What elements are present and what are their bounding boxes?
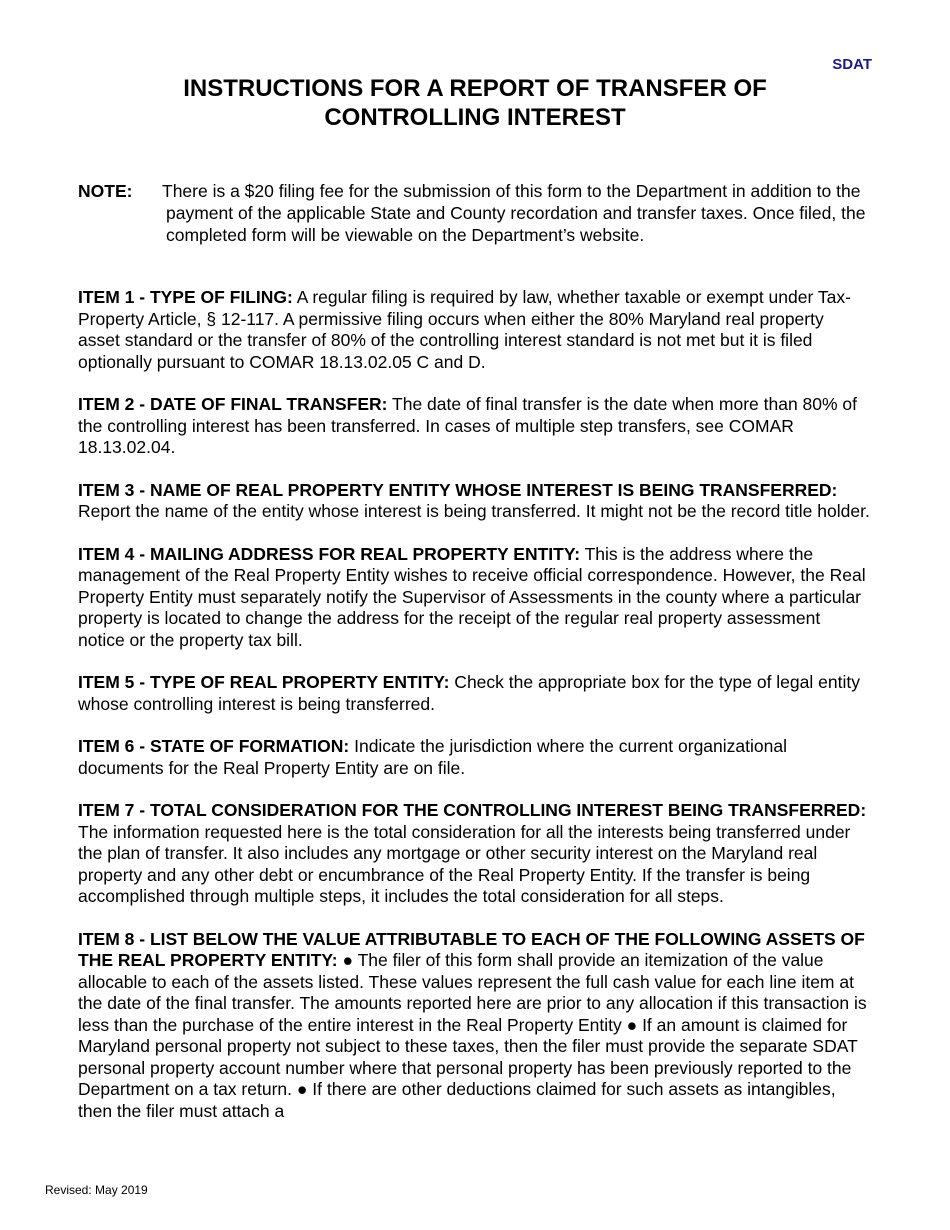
- item-3: [78, 480, 870, 523]
- item-5: [78, 672, 870, 715]
- item-1-heading: ITEM 1 - TYPE OF FILING:: [78, 287, 293, 307]
- note-text: There is a $20 filing fee for the submission of this form to the Department in addition to the payment of the applicable State and County recordation and transfer taxes. Once filed, the completed form will be viewable on the Department’s website.: [162, 181, 866, 245]
- item-4: [78, 544, 870, 652]
- item-5-text: Check the appropriate box for the type of legal entity whose controlling interest is being transferred.: [78, 672, 860, 714]
- item-1-text: A regular filing is required by law, whether taxable or exempt under Tax-Property Article, § 12-117. A permissive filing occurs when either the 80% Maryland real property asset standard or the transfer of 80% of the controlling interest standard is not met but it is filed optionally pursuant to COMAR 18.13.02.05 C and D.: [78, 287, 851, 372]
- item-5-heading: ITEM 5 - TYPE OF REAL PROPERTY ENTITY:: [78, 672, 450, 692]
- item-2: [78, 394, 870, 459]
- item-7-heading: ITEM 7 - TOTAL CONSIDERATION FOR THE CONTROLLING INTEREST BEING TRANSFERRED:: [78, 800, 867, 820]
- item-6-heading: ITEM 6 - STATE OF FORMATION:: [78, 736, 350, 756]
- item-4-text: This is the address where the management of the Real Property Entity wishes to receive official correspondence. However, the Real Property Entity must separately notify the Supervisor of Assessments in the county where a particular property is located to change the address for the receipt of the regular real property assessment notice or the property tax bill.: [78, 543, 866, 650]
- agency-label: SDAT: [832, 56, 872, 73]
- page-title-line-2: CONTROLLING INTEREST: [324, 104, 626, 131]
- item-6-text: Indicate the jurisdiction where the current organizational documents for the Real Property Entity are on file.: [78, 736, 787, 778]
- page-title: [0, 74, 950, 132]
- item-6: [78, 736, 870, 779]
- item-3-heading: ITEM 3 - NAME OF REAL PROPERTY ENTITY WHOSE INTEREST IS BEING TRANSFERRED:: [78, 479, 838, 500]
- item-8-heading: ITEM 8 - LIST BELOW THE VALUE ATTRIBUTABLE TO EACH OF THE FOLLOWING ASSETS OF THE REAL PROPERTY ENTITY:: [78, 928, 865, 970]
- item-1: [78, 287, 870, 373]
- item-4-heading: ITEM 4 - MAILING ADDRESS FOR REAL PROPERTY ENTITY:: [78, 543, 581, 564]
- item-7: [78, 800, 870, 908]
- item-8-text: ● The filer of this form shall provide an itemization of the value allocable to each of the assets listed. These values represent the full cash value for each line item at the date of the final transfer. The amounts reported here are prior to any allocation if this transaction is less than the purchase of the entire interest in the Real Property Entity ● If an amount is claimed for Maryland personal property not subject to these taxes, then the filer must provide the separate SDAT personal property account number where that personal property has been previously reported to the Department on a tax return. ● If there are other deductions claimed for such assets as intangibles, then the filer must attach a: [78, 950, 867, 1121]
- item-3-text: Report the name of the entity whose interest is being transferred. It might not be the record title holder.: [78, 501, 870, 521]
- item-8: [78, 929, 870, 1123]
- item-2-heading: ITEM 2 - DATE OF FINAL TRANSFER:: [78, 394, 388, 414]
- item-7-text: The information requested here is the total consideration for all the interests being transferred under the plan of transfer. It also includes any mortgage or other security interest on the Maryland real property and any other debt or encumbrance of the Real Property Entity. If the transfer is being accomplished through multiple steps, it includes the total consideration for all steps.: [78, 821, 851, 906]
- item-2-text: The date of final transfer is the date when more than 80% of the controlling interest has been transferred. In cases of multiple step transfers, see COMAR 18.13.02.04.: [78, 394, 858, 457]
- page-title-line-1: INSTRUCTIONS FOR A REPORT OF TRANSFER OF: [183, 75, 767, 102]
- revision-date: Revised: May 2019: [45, 1183, 148, 1197]
- instruction-items: [78, 287, 870, 1143]
- note-block: [78, 180, 878, 246]
- note-label: NOTE:: [78, 181, 133, 201]
